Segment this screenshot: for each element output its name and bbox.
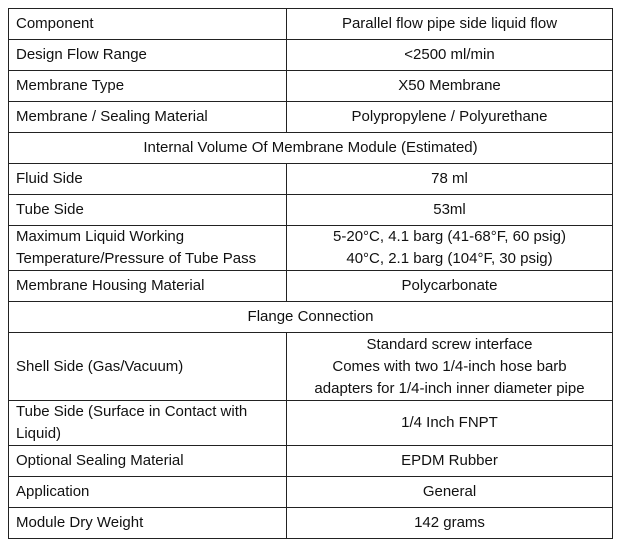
- table-row: [9, 102, 613, 133]
- row-label-line: Temperature/Pressure of Tube Pass: [16, 250, 257, 267]
- row-value: 78 ml: [287, 164, 613, 195]
- row-label: Application: [9, 477, 287, 508]
- row-label: Fluid Side: [9, 164, 287, 195]
- table-row: [9, 477, 613, 508]
- table-row: [9, 446, 613, 477]
- row-value: <2500 ml/min: [287, 40, 613, 71]
- row-value: General: [287, 477, 613, 508]
- table-row: [9, 195, 613, 226]
- row-label-line: Maximum Liquid Working: [16, 228, 185, 245]
- row-label: Membrane / Sealing Material: [9, 102, 287, 133]
- table-row: [9, 271, 613, 302]
- table-row: [9, 164, 613, 195]
- row-value-line: Standard screw interface: [366, 335, 533, 353]
- table-row: [9, 71, 613, 102]
- row-value: Parallel flow pipe side liquid flow: [287, 9, 613, 40]
- row-value: 53ml: [287, 195, 613, 226]
- section-header-row: [9, 133, 613, 164]
- table-row: [9, 508, 613, 539]
- row-label: [9, 401, 287, 446]
- table-row: [9, 401, 613, 446]
- row-value: EPDM Rubber: [287, 446, 613, 477]
- section-header: Flange Connection: [9, 302, 613, 333]
- section-header-row: [9, 302, 613, 333]
- table-row: [9, 226, 613, 271]
- row-label: [9, 226, 287, 271]
- row-value: [287, 333, 613, 401]
- row-value: 1/4 Inch FNPT: [287, 401, 613, 446]
- table-row: [9, 9, 613, 40]
- row-value: 142 grams: [287, 508, 613, 539]
- row-value-line: adapters for 1/4-inch inner diameter pipe: [314, 379, 585, 397]
- section-header: Internal Volume Of Membrane Module (Estimated): [9, 133, 613, 164]
- row-value-line: 40°C, 2.1 barg (104°F, 30 psig): [346, 250, 553, 267]
- row-value: [287, 226, 613, 271]
- table-row: [9, 40, 613, 71]
- row-label: Membrane Type: [9, 71, 287, 102]
- row-label: Tube Side: [9, 195, 287, 226]
- row-label-line: Liquid): [16, 425, 62, 442]
- row-value-line: 5-20°C, 4.1 barg (41-68°F, 60 psig): [333, 228, 566, 245]
- row-label: Design Flow Range: [9, 40, 287, 71]
- row-label: Shell Side (Gas/Vacuum): [9, 333, 287, 401]
- row-value: X50 Membrane: [287, 71, 613, 102]
- row-label: Module Dry Weight: [9, 508, 287, 539]
- spec-table: [8, 8, 613, 539]
- row-value: Polypropylene / Polyurethane: [287, 102, 613, 133]
- row-value-line: Comes with two 1/4-inch hose barb: [332, 357, 567, 375]
- row-label: Optional Sealing Material: [9, 446, 287, 477]
- row-label-line: Tube Side (Surface in Contact with: [16, 403, 248, 420]
- row-value: Polycarbonate: [287, 271, 613, 302]
- row-label: Component: [9, 9, 287, 40]
- table-row: [9, 333, 613, 401]
- row-label: Membrane Housing Material: [9, 271, 287, 302]
